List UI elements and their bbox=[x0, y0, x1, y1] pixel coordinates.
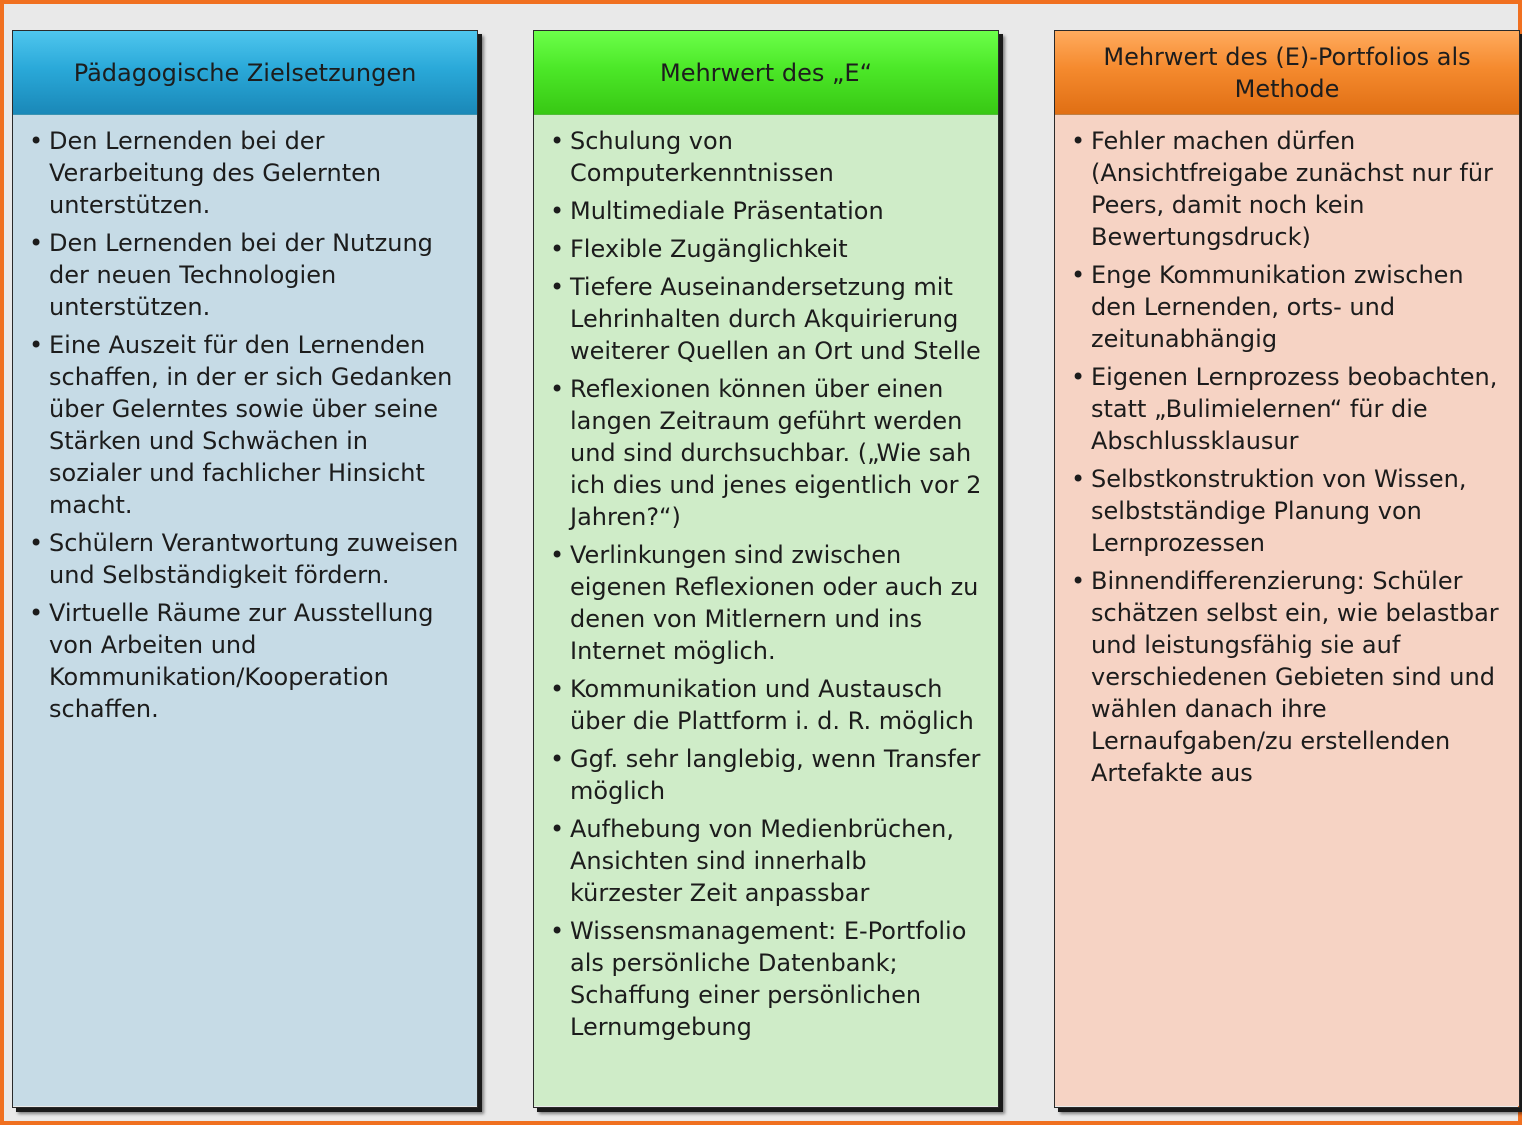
column-header: Mehrwert des (E)-Portfolios als Methode bbox=[1055, 31, 1519, 115]
bullet-list bbox=[27, 125, 465, 725]
list-item: • Kommunikation und Austausch über die Plattform i. d. R. möglich bbox=[548, 673, 986, 737]
list-item: • Den Lernenden bei der Verarbeitung des Gelernten unterstützen. bbox=[27, 125, 465, 221]
column-body bbox=[13, 115, 477, 1106]
list-item: • Virtuelle Räume zur Ausstellung von Arbeiten und Kommunikation/Kooperation schaffen. bbox=[27, 597, 465, 725]
list-item: • Binnendifferenzierung: Schüler schätzen selbst ein, wie belastbar und leistungsfähig sie auf verschiedenen Gebieten sind und wählen danach ihre Lernaufgaben/zu erstellenden Artefakte aus bbox=[1069, 565, 1507, 789]
bullet-list bbox=[548, 125, 986, 1043]
list-item: • Schülern Verantwortung zuweisen und Selbständigkeit fördern. bbox=[27, 527, 465, 591]
list-item: • Tiefere Auseinandersetzung mit Lehrinhalten durch Akquirierung weiterer Quellen an Ort und Stelle bbox=[548, 271, 986, 367]
list-item: • Reflexionen können über einen langen Zeitraum geführt werden und sind durchsuchbar. („Wie sah ich dies und jenes eigentlich vor 2 Jahren?“) bbox=[548, 373, 986, 533]
bullet-list bbox=[1069, 125, 1507, 789]
list-item: • Fehler machen dürfen (Ansichtfreigabe zunächst nur für Peers, damit noch kein Bewertungsdruck) bbox=[1069, 125, 1507, 253]
column-paedagogische-zielsetzungen bbox=[12, 30, 478, 1108]
column-body bbox=[534, 115, 998, 1106]
list-item: • Verlinkungen sind zwischen eigenen Reflexionen oder auch zu denen von Mitlernern und ins Internet möglich. bbox=[548, 539, 986, 667]
column-header: Mehrwert des „E“ bbox=[534, 31, 998, 115]
list-item: • Schulung von Computerkenntnissen bbox=[548, 125, 986, 189]
list-item: • Den Lernenden bei der Nutzung der neuen Technologien unterstützen. bbox=[27, 227, 465, 323]
column-body bbox=[1055, 115, 1519, 1106]
list-item: • Selbstkonstruktion von Wissen, selbstständige Planung von Lernprozessen bbox=[1069, 463, 1507, 559]
list-item: • Aufhebung von Medienbrüchen, Ansichten sind innerhalb kürzester Zeit anpassbar bbox=[548, 813, 986, 909]
column-header: Pädagogische Zielsetzungen bbox=[13, 31, 477, 115]
list-item: • Eigenen Lernprozess beobachten, statt „Bulimielernen“ für die Abschlussklausur bbox=[1069, 361, 1507, 457]
list-item: • Multimediale Präsentation bbox=[548, 195, 986, 227]
list-item: • Ggf. sehr langlebig, wenn Transfer möglich bbox=[548, 743, 986, 807]
list-item: • Flexible Zugänglichkeit bbox=[548, 233, 986, 265]
list-item: • Eine Auszeit für den Lernenden schaffen, in der er sich Gedanken über Gelerntes sowie über seine Stärken und Schwächen in sozialer und fachlicher Hinsicht macht. bbox=[27, 329, 465, 521]
list-item: • Wissensmanagement: E-Portfolio als persönliche Datenbank; Schaffung einer persönlichen Lernumgebung bbox=[548, 915, 986, 1043]
list-item: • Enge Kommunikation zwischen den Lernenden, orts- und zeitunabhängig bbox=[1069, 259, 1507, 355]
column-mehrwert-portfolio-methode bbox=[1054, 30, 1520, 1108]
column-mehrwert-e bbox=[533, 30, 999, 1108]
